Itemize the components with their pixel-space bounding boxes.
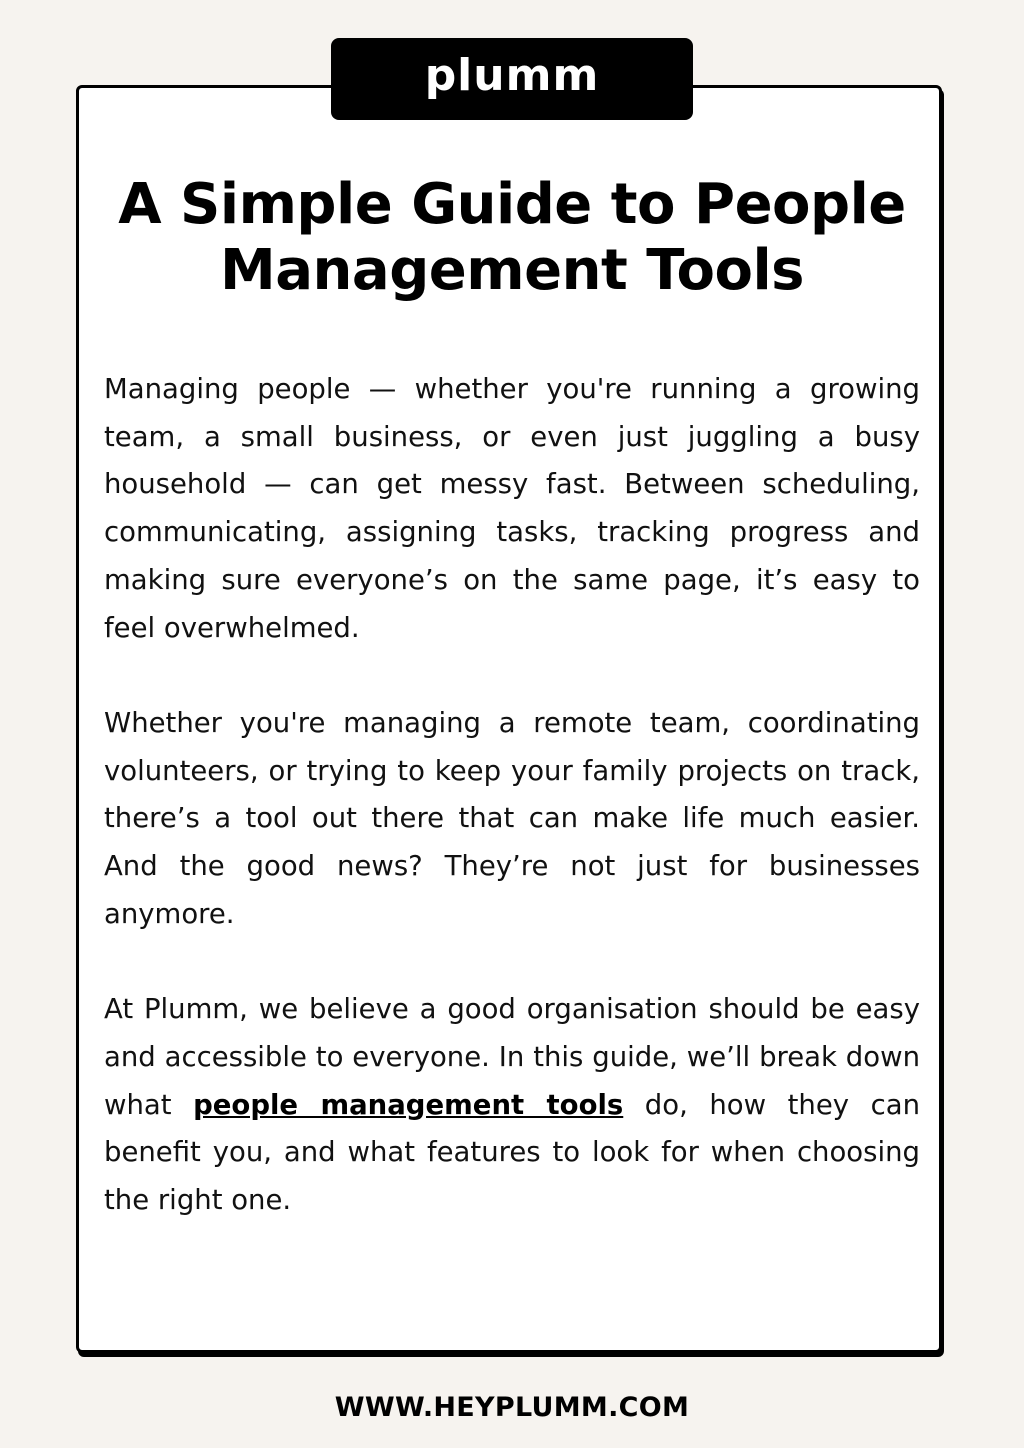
article-body [104,366,920,1272]
page-title: A Simple Guide to People Management Tools [118,172,906,303]
people-management-tools-link[interactable]: people management tools [193,1088,624,1121]
paragraph-third-before-link: At Plumm, we believe a good organisation should be easy and accessible to everyone. In this guide, we’ll break down what [104,993,920,1121]
paragraph-third [104,986,920,1225]
footer-website-url[interactable]: WWW.HEYPLUMM.COM [334,1392,690,1423]
paragraph-intro: Managing people — whether you're running a growing team, a small business, or even just juggling a busy household — can get messy fast. Between scheduling, communicating, assigning tasks, tracking progress and making sure everyone’s on the same page, it’s easy to feel overwhelmed. [104,373,920,644]
paragraph-third-after-link: do, how they can benefit you, and what features to look for when choosing the right one. [104,1088,920,1216]
brand-logo: plumm [424,50,600,101]
paragraph-second: Whether you're managing a remote team, coordinating volunteers, or trying to keep your family projects on track, there’s a tool out there that can make life much easier. And the good news? They’re not just for businesses anymore. [104,706,920,930]
logo-badge [331,38,693,120]
